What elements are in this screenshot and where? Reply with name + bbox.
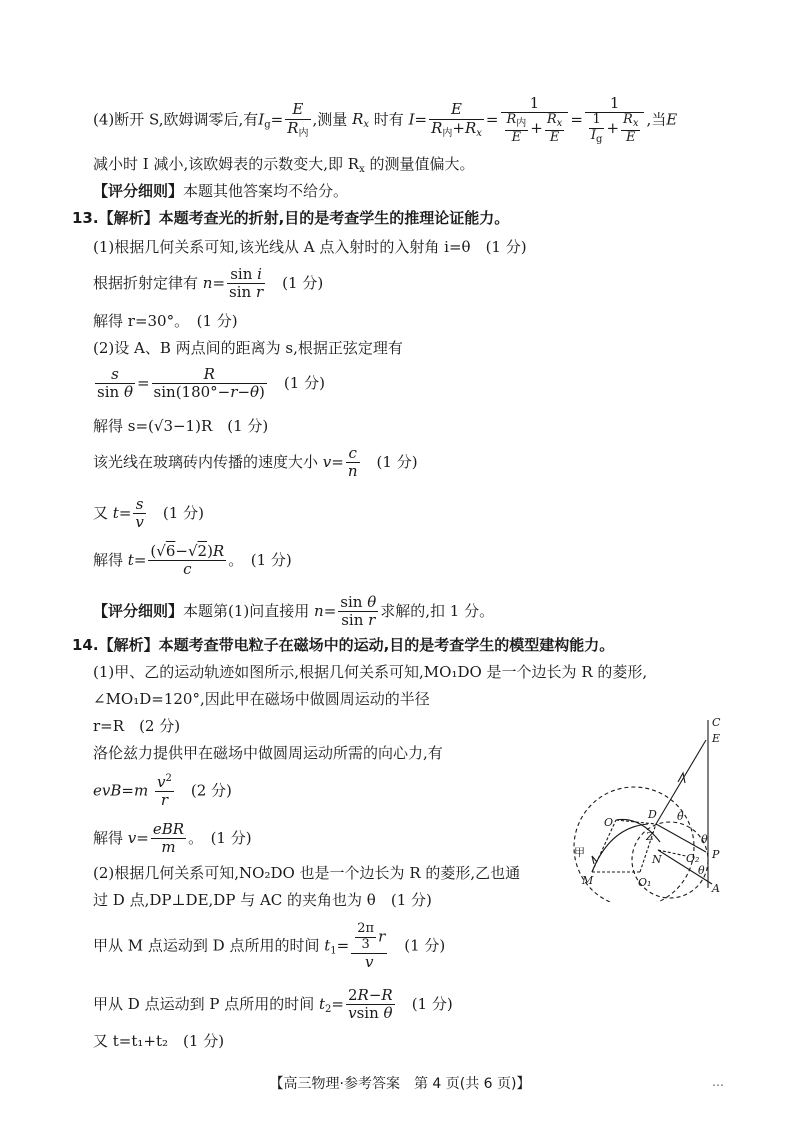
q13-line6: 该光线在玻璃砖内传播的速度大小 v= $\frac{c}{n}$ (1 分) <box>93 444 418 481</box>
sec4-grading: 【评分细则】本题其他答案均不给分。 <box>93 182 349 200</box>
q14-line7: 过 D 点,DP⊥DE,DP 与 AC 的夹角也为 θ (1 分) <box>93 891 432 909</box>
footer-dots: … <box>712 1075 724 1089</box>
q13-line4: (2)设 A、B 两点间的距离为 s,根据正弦定理有 <box>93 339 403 357</box>
q14-header: 14.【解析】本题考查带电粒子在磁场中的运动,目的是考查学生的模型建构能力。 <box>72 636 615 654</box>
q14-line-lorentz: evB=m $\frac{v^2}{r}$ (2 分) <box>93 773 232 810</box>
q13-line-sine-law: $\frac{s}{\text{sin θ}}$ = $\frac{R}{\sin(180^\circ-r-\theta)}$ (1 分) <box>97 365 325 402</box>
q13-line8: 解得 t= $\frac{(√6-√2)R}{c}$ 。 (1 分) <box>93 542 292 579</box>
label-O: O <box>604 816 614 829</box>
label-A: A <box>712 882 720 895</box>
fraction: $\frac{E}{R_内}$ <box>287 100 309 139</box>
q14-line5: 解得 v= $\frac{\text{eBR}}{m}$ 。 (1 分) <box>93 820 252 857</box>
sec4-line1: (4)断开 S,欧姆调零后,有$I_g=$ $\frac{E}{R_内}$ ,测量 $R_x$ 时有 I= $\frac{E}{R_内+R_x}$ = 1 $\frac{R_内}{E}$ + $\frac{R_x}{E}$ = 1 $\frac{1}{I_g}$ + $\frac{R_x}{E}$ ,当E <box>93 94 678 146</box>
label-O1: O₁ <box>638 876 652 889</box>
q14-line8: 甲从 M 点运动到 D 点所用的时间 $t_1=$ $\frac{2\pi}{3}$ r v (1 分) <box>93 921 446 971</box>
label-C: C <box>712 716 721 729</box>
q13-line5: 解得 s=(√3−1)R (1 分) <box>93 417 269 435</box>
q14-line9: 甲从 D 点运动到 P 点所用的时间 $t_2=$ $\frac{2R-R}{\text{vsin θ}}$ (1 分) <box>93 986 453 1023</box>
q13-line3: 解得 r=30°。 (1 分) <box>93 312 238 330</box>
q13-line1: (1)根据几何关系可知,该光线从 A 点入射时的入射角 i=θ (1 分) <box>93 238 527 256</box>
label-Z: Z <box>646 830 654 843</box>
q13-grading: 【评分细则】本题第(1)问直接用 n= $\frac{\text{sin θ}}{\text{sin r}}$ 求解的,扣 1 分。 <box>93 593 495 630</box>
sec4-line2: 减小时 I 减小,该欧姆表的示数变大,即 $R_x$ 的测量值偏大。 <box>93 155 475 175</box>
label-N: N <box>652 853 662 866</box>
label-theta-1: θ <box>677 810 684 823</box>
q13-header: 13.【解析】本题考查光的折射,目的是考查学生的推理论证能力。 <box>72 209 510 227</box>
label-E: E <box>712 732 721 745</box>
q13-line2: 根据折射定律有 n= $\frac{\text{sin i}}{\text{sin r}}$ (1 分) <box>93 265 324 302</box>
q14-line1: (1)甲、乙的运动轨迹如图所示,根据几何关系可知,MO₁DO 是一个边长为 R 的菱形, <box>93 663 648 681</box>
q14-line4: 洛伦兹力提供甲在磁场中做圆周运动所需的向心力,有 <box>93 744 443 762</box>
label-theta-3: θ <box>698 864 705 877</box>
track-jia <box>592 824 648 872</box>
line-DP <box>656 824 706 852</box>
q14-line10: 又 t=t₁+t₂ (1 分) <box>93 1032 225 1050</box>
label-D: D <box>648 808 657 821</box>
trajectory-diagram <box>560 712 740 902</box>
label-jia: 甲 <box>574 846 585 859</box>
label-P: P <box>712 848 720 861</box>
label-O2: O₂ <box>686 852 700 865</box>
label-theta-2: θ <box>701 833 708 846</box>
q14-line6: (2)根据几何关系可知,NO₂DO 也是一个边长为 R 的菱形,乙也通 <box>93 864 521 882</box>
q14-line2: ∠MO₁D=120°,因此甲在磁场中做圆周运动的半径 <box>93 690 430 708</box>
q14-line3: r=R (2 分) <box>93 717 181 735</box>
page-footer: 【高三物理·参考答案 第 4 页(共 6 页)】 <box>269 1076 531 1092</box>
label-M: M <box>582 874 594 887</box>
q13-line7: 又 t= $\frac{s}{v}$ (1 分) <box>93 495 204 532</box>
